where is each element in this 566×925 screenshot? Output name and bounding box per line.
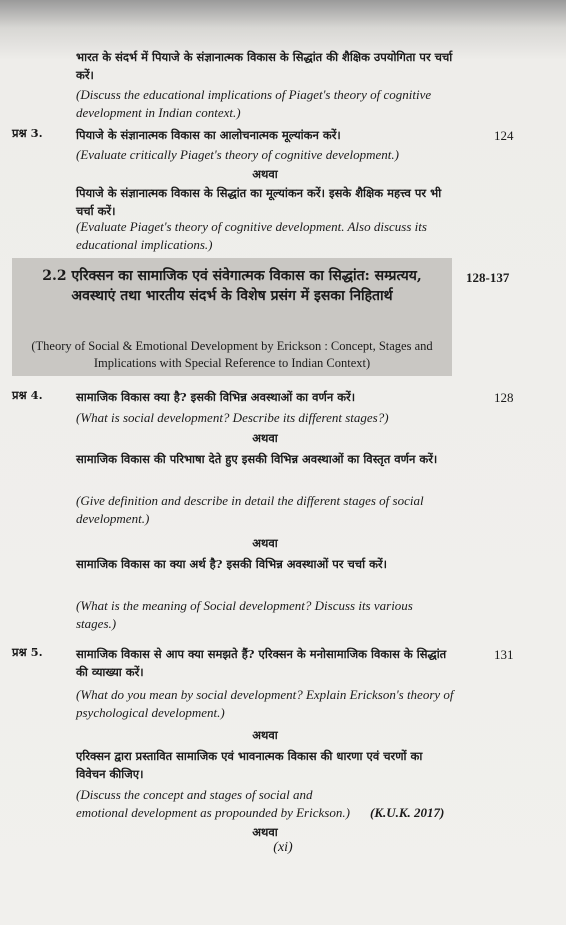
or-divider: अथवा xyxy=(252,825,278,839)
question-5-page: 131 xyxy=(494,647,514,662)
section-page-range: 128-137 xyxy=(466,270,510,285)
section-english-title: (Theory of Social & Emotional Development by Erickson : Concept, Stages and Implications with Special Reference to Indian Context) xyxy=(31,339,433,370)
intro-english: (Discuss the educational implications of Piaget's theory of cognitive development in Indian context.) xyxy=(76,87,432,120)
question-3-page: 124 xyxy=(494,128,514,143)
exam-reference: (K.U.K. 2017) xyxy=(370,805,445,820)
section-title: 2.2 एरिक्सन का सामाजिक एवं संवेगात्मक विकास का सिद्धांत: सम्प्रत्यय, अवस्थाएं तथा भारतीय संदर्भ के विशेष प्रसंग में इसका निहितार्थ xyxy=(42,268,422,304)
question-4-alt-hindi: सामाजिक विकास की परिभाषा देते हुए इसकी विभिन्न अवस्थाओं का विस्तृत वर्णन करें। xyxy=(76,452,438,466)
question-4-alt2-hindi: सामाजिक विकास का क्या अर्थ है? इसकी विभिन्न अवस्थाओं पर चर्चा करें। xyxy=(76,557,387,571)
question-3-english: (Evaluate critically Piaget's theory of cognitive development.) xyxy=(76,147,399,162)
question-4-page: 128 xyxy=(494,390,514,405)
question-5-english: (What do you mean by social development? Explain Erickson's theory of psychological development.) xyxy=(76,687,454,720)
or-divider: अथवा xyxy=(252,167,278,181)
question-4-alt-english: (Give definition and describe in detail the different stages of social development.) xyxy=(76,493,424,526)
question-5-alt-hindi: एरिक्सन द्वारा प्रस्तावित सामाजिक एवं भावनात्मक विकास की धारणा एवं चरणों का विवेचन कीजिए। xyxy=(76,749,423,781)
question-3-alt-english: (Evaluate Piaget's theory of cognitive development. Also discuss its educational implications.) xyxy=(76,219,427,252)
question-3-alt-hindi: पियाजे के संज्ञानात्मक विकास के सिद्धांत का मूल्यांकन करें। इसके शैक्षिक महत्त्व पर भी चर्चा करें। xyxy=(76,186,442,218)
question-3-label: प्रश्न 3. xyxy=(12,126,43,140)
question-5-hindi: सामाजिक विकास से आप क्या समझते हैं? एरिक्सन के मनोसामाजिक विकास के सिद्धांत की व्याख्या करें। xyxy=(76,647,447,679)
or-divider: अथवा xyxy=(252,536,278,550)
or-divider: अथवा xyxy=(252,728,278,742)
question-3-hindi: पियाजे के संज्ञानात्मक विकास का आलोचनात्मक मूल्यांकन करें। xyxy=(76,128,341,142)
question-4-hindi: सामाजिक विकास क्या है? इसकी विभिन्न अवस्थाओं का वर्णन करें। xyxy=(76,390,356,404)
intro-hindi: भारत के संदर्भ में पियाजे के संज्ञानात्मक विकास के सिद्धांत की शैक्षिक उपयोगिता पर चर्चा करें। xyxy=(76,50,453,82)
page-number: (xi) xyxy=(273,840,293,855)
question-5-alt-english: (Discuss the concept and stages of social and emotional development as propounded by Erickson.) xyxy=(76,787,350,820)
question-5-label: प्रश्न 5. xyxy=(12,645,43,659)
or-divider: अथवा xyxy=(252,431,278,445)
question-4-english: (What is social development? Describe its different stages?) xyxy=(76,410,389,425)
question-4-label: प्रश्न 4. xyxy=(12,388,43,402)
question-4-alt2-english: (What is the meaning of Social development? Discuss its various stages.) xyxy=(76,598,413,631)
section-heading-box xyxy=(12,258,452,376)
